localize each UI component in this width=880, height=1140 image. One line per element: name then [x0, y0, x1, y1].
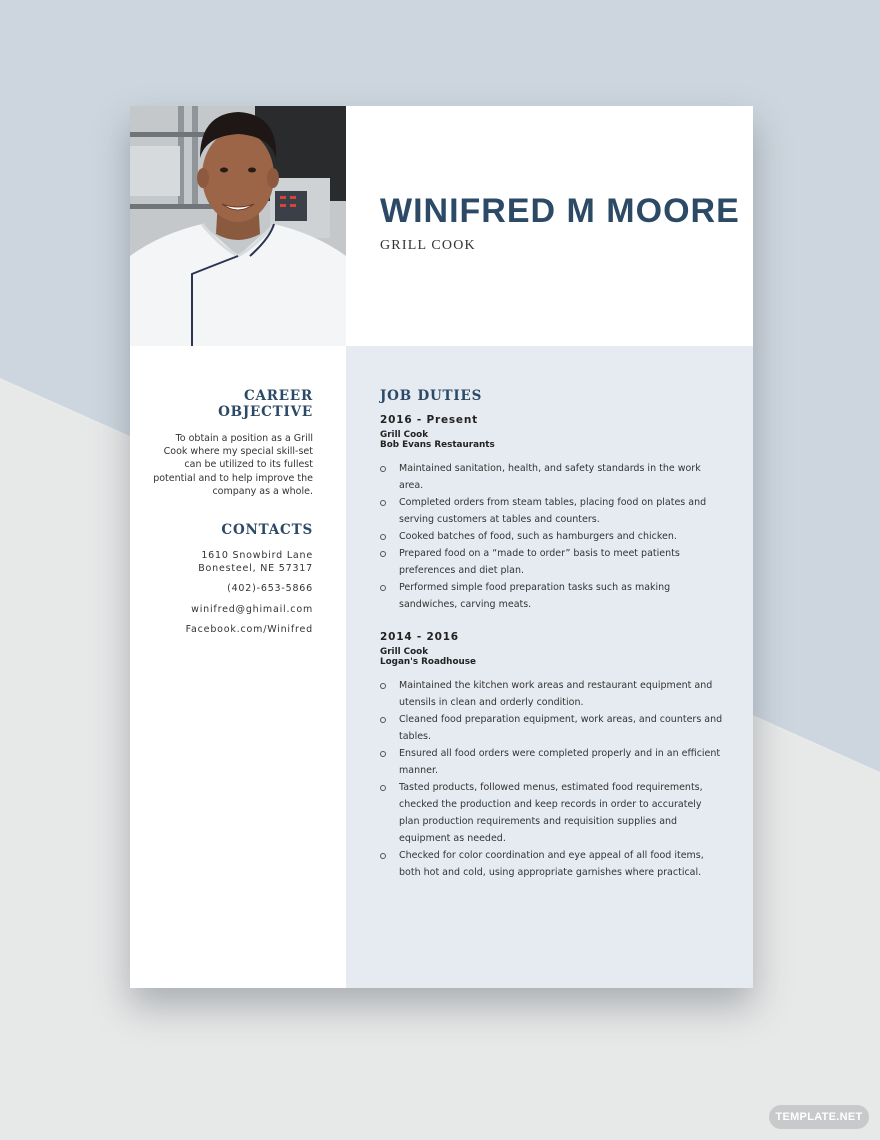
- job-role: Grill Cook: [380, 430, 429, 440]
- career-objective-text: To obtain a position as a Grill Cook where my special skill-set can be utilized to its fullest potential and to help improve the company as a whole.: [153, 433, 313, 497]
- job-period: 2016 - Present: [380, 414, 478, 426]
- watermark-badge[interactable]: TEMPLATE.NET: [769, 1105, 869, 1129]
- job-duties-heading: JOB DUTIES: [380, 388, 483, 404]
- left-column: [150, 388, 313, 637]
- job-entry: [380, 414, 725, 613]
- duty-item: Cleaned food preparation equipment, work areas, and counters and tables.: [380, 711, 725, 745]
- duty-item: Prepared food on a “made to order” basis to meet patients preferences and diet plan.: [380, 545, 725, 579]
- job-duties-section: [380, 388, 725, 881]
- duty-item: Checked for color coordination and eye appeal of all food items, both hot and cold, using appropriate garnishes where practical.: [380, 847, 725, 881]
- duty-item: Maintained sanitation, health, and safety standards in the work area.: [380, 460, 725, 494]
- duty-item: Tasted products, followed menus, estimated food requirements, checked the production and keep records in order to accurately plan production requirements and requisition supplies and equipment as needed.: [380, 779, 725, 847]
- resume-page: [130, 106, 753, 988]
- duty-list: [380, 460, 725, 613]
- contact-social: Facebook.com/Winifred: [185, 624, 313, 636]
- duty-item: Cooked batches of food, such as hamburgers and chicken.: [380, 528, 725, 545]
- candidate-name: WINIFRED M MOORE: [380, 192, 740, 230]
- contact-phone: (402)-653-5866: [227, 583, 313, 595]
- job-entry: [380, 631, 725, 881]
- job-company: Bob Evans Restaurants: [380, 439, 495, 450]
- job-company: Logan's Roadhouse: [380, 656, 476, 667]
- contact-address-line1: 1610 Snowbird Lane: [201, 550, 313, 562]
- job-role: Grill Cook: [380, 647, 429, 657]
- candidate-title: GRILL COOK: [380, 238, 476, 253]
- contact-address-line2: Bonesteel, NE 57317: [198, 562, 313, 574]
- duty-list: [380, 677, 725, 881]
- profile-photo: [130, 106, 346, 346]
- duty-item: Performed simple food preparation tasks such as making sandwiches, carving meats.: [380, 579, 725, 613]
- contact-email: winifred@ghimail.com: [191, 603, 313, 615]
- contacts-heading: CONTACTS: [221, 522, 313, 539]
- duty-item: Completed orders from steam tables, placing food on plates and serving customers at tables and counters.: [380, 494, 725, 528]
- career-objective-heading: CAREER OBJECTIVE: [218, 388, 313, 420]
- job-period: 2014 - 2016: [380, 631, 459, 643]
- duty-item: Ensured all food orders were completed properly and in an efficient manner.: [380, 745, 725, 779]
- duty-item: Maintained the kitchen work areas and restaurant equipment and utensils in clean and orderly condition.: [380, 677, 725, 711]
